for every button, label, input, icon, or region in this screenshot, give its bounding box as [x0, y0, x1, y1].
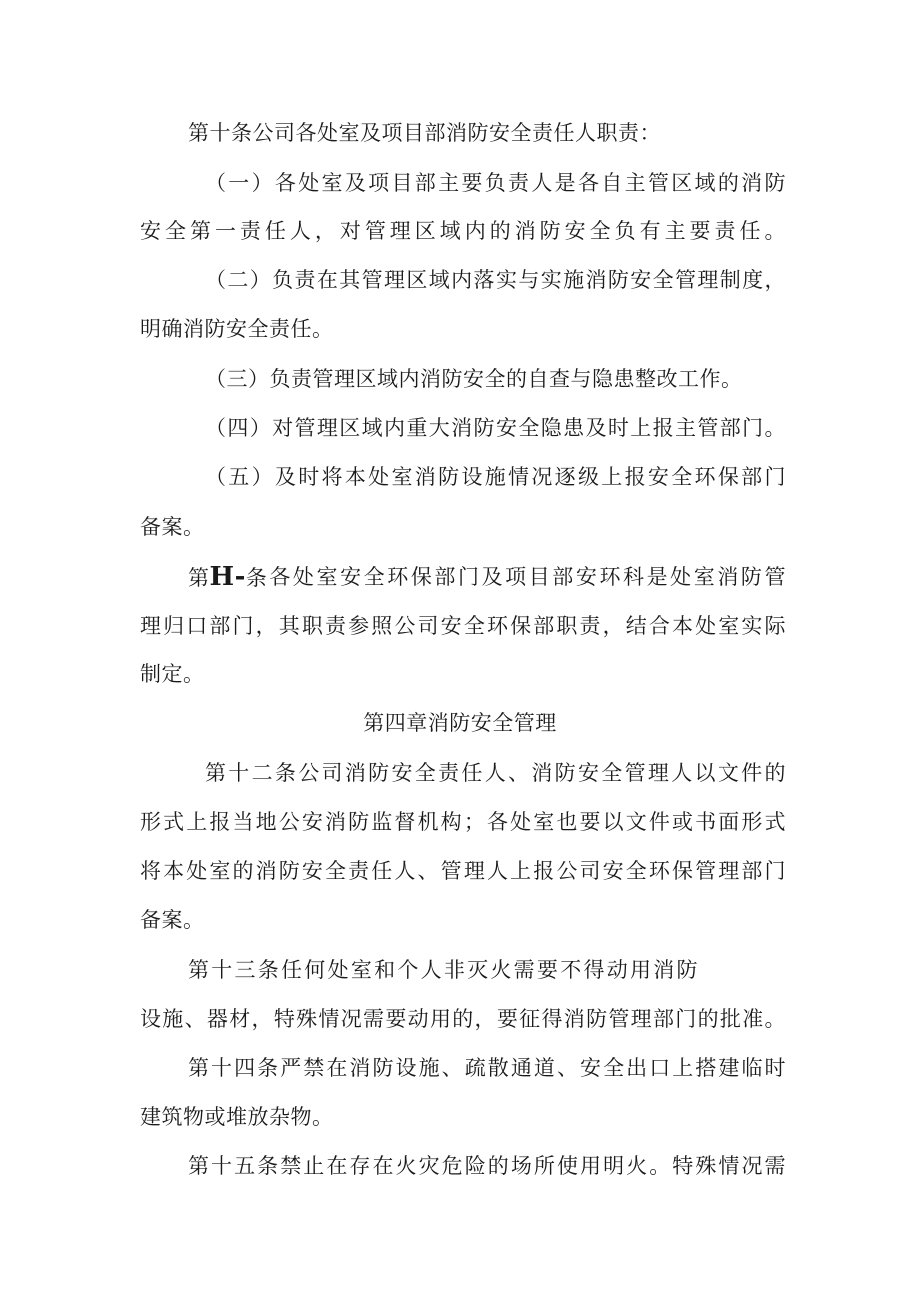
paragraph-line: 制定。: [140, 662, 205, 686]
article-11-text: 各处室安全环保部门及项目部安环科是处室消防管: [269, 565, 786, 589]
paragraph-line: （五）及时将本处室消防设施情况逐级上报安全环保部门: [205, 465, 786, 489]
paragraph-line: （二）负责在其管理区域内落实与实施消防安全管理制度，: [205, 268, 786, 292]
paragraph-line: （四）对管理区域内重大消防安全隐患及时上报主管部门。: [205, 416, 786, 440]
paragraph-line: 第十二条公司消防安全责任人、消防安全管理人以文件的: [205, 761, 786, 785]
paragraph-line: 备案。: [140, 515, 205, 539]
paragraph-line: 第十五条禁止在存在火灾危险的场所使用明火。特殊情况需: [188, 1154, 786, 1178]
article-11-prefix: 第H-条: [188, 562, 268, 592]
article-11-line: [188, 562, 786, 592]
paragraph-line: 安全第一责任人，对管理区域内的消防安全负有主要责任。: [140, 219, 786, 243]
paragraph-line: （一）各处室及项目部主要负责人是各自主管区域的消防: [205, 171, 786, 195]
paragraph-line: 备案。: [140, 908, 205, 932]
paragraph-line: 将本处室的消防安全责任人、管理人上报公司安全环保管理部门: [140, 859, 786, 883]
paragraph-line: 建筑物或堆放杂物。: [140, 1105, 334, 1129]
paragraph-line: 第十三条任何处室和个人非灭火需要不得动用消防: [188, 958, 698, 982]
chapter-heading: 第四章消防安全管理: [363, 711, 557, 735]
paragraph-line: 设施、器材，特殊情况需要动用的，要征得消防管理部门的批准。: [140, 1007, 786, 1031]
paragraph-line: 第十条公司各处室及项目部消防安全责任人职责：: [188, 121, 661, 145]
paragraph-line: （三）负责管理区域内消防安全的自查与隐患整改工作。: [205, 367, 743, 391]
paragraph-line: 第十四条严禁在消防设施、疏散通道、安全出口上搭建临时: [188, 1056, 786, 1080]
paragraph-line: 理归口部门，其职责参照公司安全环保部职责，结合本处室实际: [140, 614, 786, 638]
paragraph-line: 形式上报当地公安消防监督机构；各处室也要以文件或书面形式: [140, 810, 786, 834]
paragraph-line: 明确消防安全责任。: [140, 317, 334, 341]
